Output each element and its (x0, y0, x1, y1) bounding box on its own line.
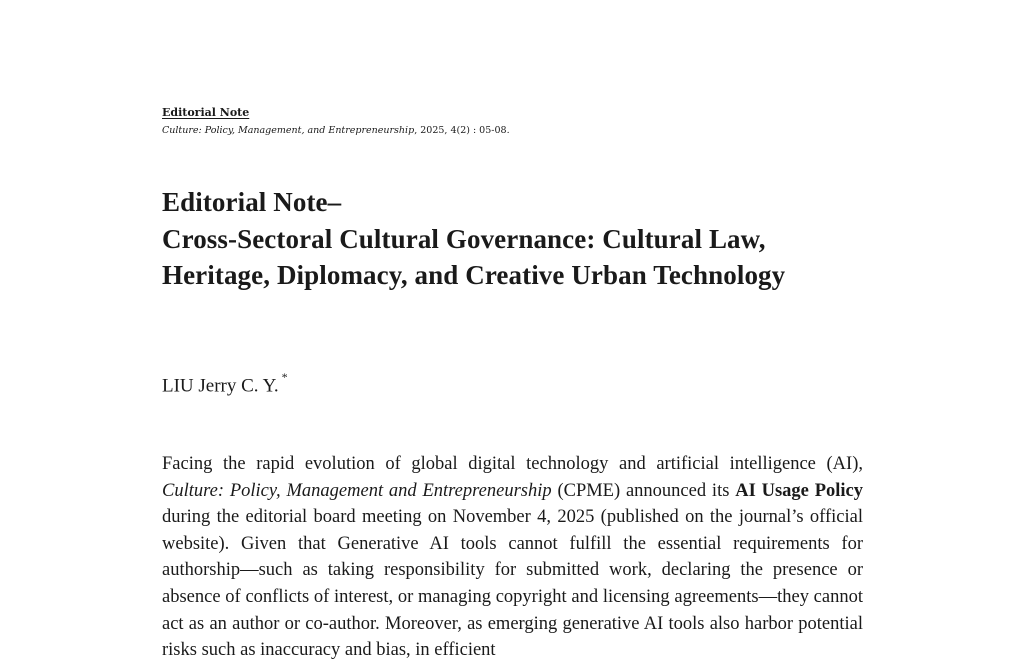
title-line: Cross-Sectoral Cultural Governance: Cultural Law, (162, 223, 766, 254)
ai-policy-bold: AI Usage Policy (735, 480, 863, 501)
article-title (162, 184, 863, 294)
journal-citation (162, 125, 510, 136)
paper-page (162, 0, 863, 661)
body-paragraph (162, 451, 863, 664)
title-line: Heritage, Diplomacy, and Creative Urban Technology (162, 260, 786, 290)
author-footnote-marker: * (281, 370, 288, 384)
paragraph-text: during the editorial board meeting on November 4, 2025 (published on the journal’s official website). Given that Generative AI tools cannot fulfill the essential requirements for authorship—such as taking responsibility for submitted work, declaring the presence or absence of conflicts of interest, or managing copyright and licensing agreements—they cannot act as an author or co-author. Moreover, as emerging generative AI tools also harbor potential risks such as inaccuracy and bias, in efficient (162, 507, 863, 661)
paragraph-text: Facing the rapid evolution of global digital technology and artificial intelligence (AI), (162, 454, 863, 474)
author-line (162, 370, 288, 397)
citation-details: , 2025, 4(2) : 05-08. (414, 125, 510, 136)
journal-name-italic: Culture: Policy, Management and Entrepreneurship (162, 480, 552, 501)
article-type-label: Editorial Note (162, 106, 250, 119)
paragraph-text: (CPME) announced its (551, 480, 736, 501)
author-name: LIU Jerry C. Y. (162, 375, 279, 397)
citation-journal-name: Culture: Policy, Management, and Entrepreneurship (162, 125, 415, 136)
title-line: Editorial Note– (162, 187, 342, 217)
